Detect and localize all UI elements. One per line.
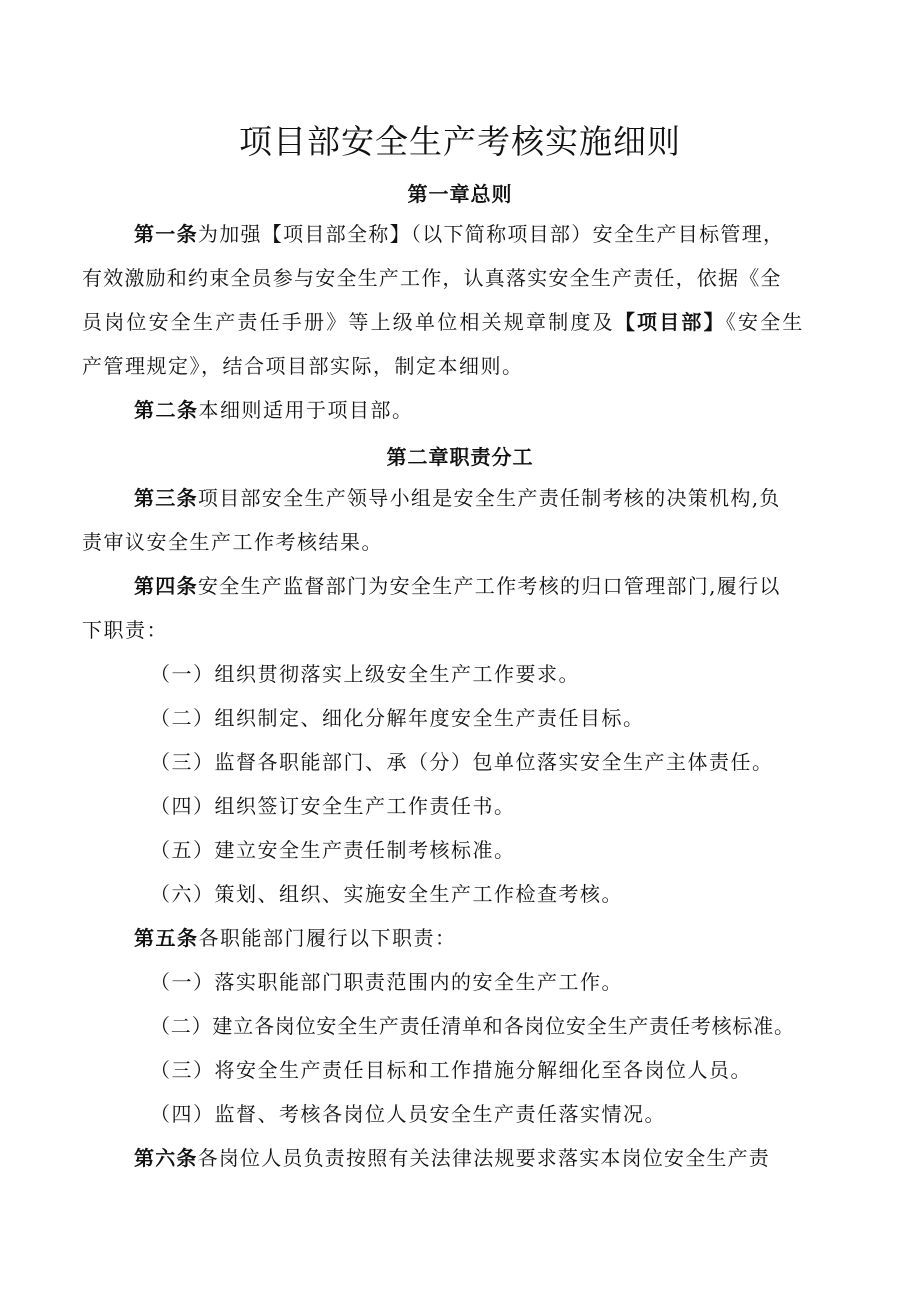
article-2-text-1: 本细则适用于项目部。 (198, 398, 414, 422)
article-6-line-1 (134, 1146, 770, 1170)
article-4-item-1: （一）组织贯彻落实上级安全生产工作要求。 (150, 662, 580, 686)
article-5-item-4: （四）监督、考核各岗位人员安全生产责任落实情况。 (150, 1102, 666, 1126)
article-5-text-1: 各职能部门履行以下职责： (198, 926, 457, 950)
article-4-item-3: （三）监督各职能部门、承（分）包单位落实安全生产主体责任。 (150, 750, 774, 774)
article-1-line-3 (82, 310, 805, 334)
article-6-label: 第六条 (134, 1146, 198, 1170)
article-3-text-1: 项目部安全生产领导小组是安全生产责任制考核的决策机构,负 (197, 486, 781, 510)
article-1-text-3-tail: 《安全生 (725, 310, 805, 334)
article-3-line-2: 责审议安全生产工作考核结果。 (82, 530, 383, 554)
article-5-line-1 (134, 926, 457, 950)
chapter-2-heading: 第二章职责分工 (386, 445, 534, 469)
article-3-label: 第三条 (134, 486, 198, 510)
article-2-line-1 (134, 398, 414, 422)
article-4-item-6: （六）策划、组织、实施安全生产工作检查考核。 (150, 882, 623, 906)
article-1-text-3: 员岗位安全生产责任手册》等上级单位相关规章制度及 (82, 310, 615, 334)
article-4-text-1: 安全生产监督部门为安全生产工作考核的归口管理部门,履行以 (197, 574, 781, 598)
article-1-project-dept: 【项目部】 (614, 310, 726, 334)
article-5-item-3: （三）将安全生产责任目标和工作措施分解细化至各岗位人员。 (150, 1058, 752, 1082)
article-6-text-1: 各岗位人员负责按照有关法律法规要求落实本岗位安全生产责 (197, 1146, 771, 1170)
article-5-item-1: （一）落实职能部门职责范围内的安全生产工作。 (150, 970, 623, 994)
article-1-line-2: 有效激励和约束全员参与安全生产工作，认真落实安全生产责任，依据《全 (82, 266, 782, 290)
article-4-item-4: （四）组织签订安全生产工作责任书。 (150, 794, 516, 818)
article-1-label: 第一条 (134, 222, 198, 246)
article-4-item-2: （二）组织制定、细化分解年度安全生产责任目标。 (150, 706, 645, 730)
article-1-line-1 (134, 222, 784, 246)
article-1-line-4: 产管理规定》，结合项目部实际，制定本细则。 (82, 354, 524, 378)
article-2-label: 第二条 (134, 398, 199, 422)
article-3-line-1 (134, 486, 781, 510)
article-5-item-2: （二）建立各岗位安全生产责任清单和各岗位安全生产责任考核标准。 (150, 1014, 795, 1038)
article-4-item-5: （五）建立安全生产责任制考核标准。 (150, 838, 516, 862)
article-1-text-1: 为加强【项目部全称】（以下简称项目部）安全生产目标管理， (197, 222, 785, 246)
article-4-line-2: 下职责： (82, 618, 168, 642)
document-title: 项目部安全生产考核实施细则 (239, 122, 681, 161)
article-4-line-1 (134, 574, 781, 598)
chapter-1-heading: 第一章总则 (407, 182, 513, 206)
article-4-label: 第四条 (134, 574, 198, 598)
article-5-label: 第五条 (134, 926, 199, 950)
